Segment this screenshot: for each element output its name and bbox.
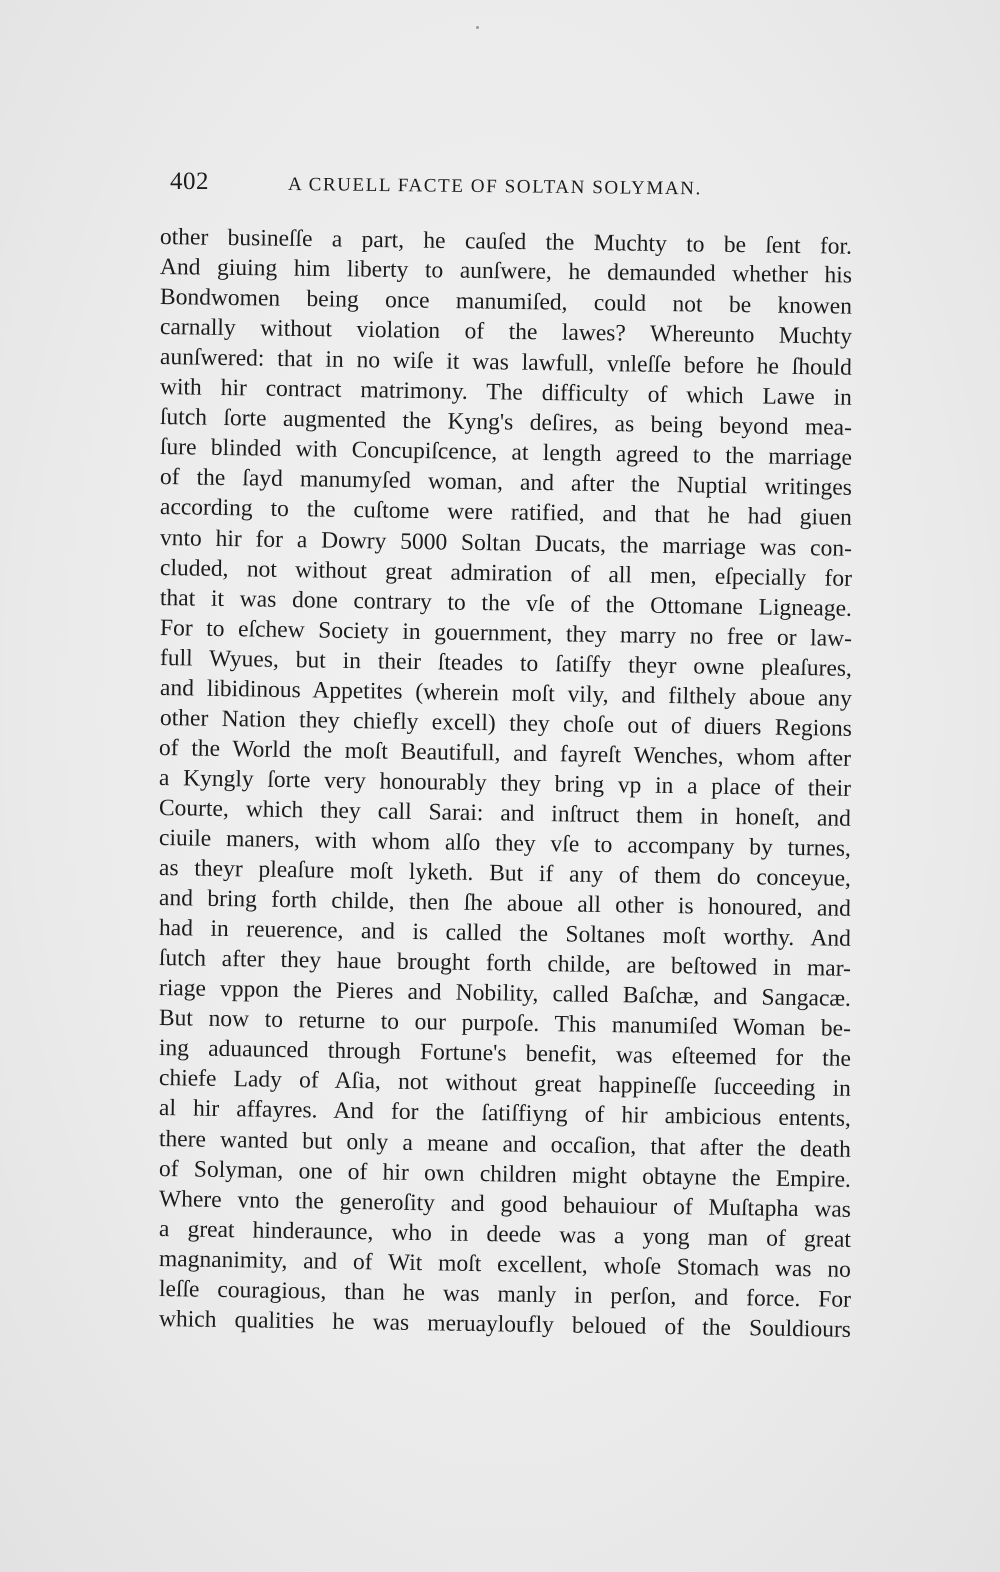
- text-line: full Wyues, but in their ſteades to ſatiſfy theyr owne pleaſures,: [159, 644, 852, 682]
- text-line: of the World the moſt Beautifull, and fayreſt Wenches, whom after: [159, 734, 852, 772]
- text-line: with hir contract matrimony. The difficulty of which Lawe in: [159, 374, 852, 412]
- text-line: and bring forth childe, then ſhe aboue all other is honoured, and: [159, 885, 852, 922]
- text-line: a great hinderaunce, who in deede was a yong man of great: [158, 1215, 852, 1253]
- ink-speck: [476, 26, 479, 29]
- text-line: carnally without violation of the lawes? Whereunto Muchty: [159, 314, 852, 350]
- text-line: of Solyman, one of hir own children might obtayne the Empire.: [158, 1155, 852, 1193]
- text-line: ſutch ſorte augmented the Kyng's deſires, as being beyond mea-: [159, 404, 852, 442]
- text-line: al hir affayres. And for the ſatiſfiyng of hir ambicious entents,: [158, 1095, 852, 1133]
- text-line: magnanimity, and of Wit moſt excellent, whoſe Stomach was no: [158, 1245, 852, 1283]
- text-line: ing aduaunced through Fortune's benefit, was eſteemed for the: [158, 1035, 852, 1073]
- text-line: according to the cuſtome were ratified, and that he had giuen: [159, 494, 852, 532]
- text-line: chiefe Lady of Aſia, not without great happineſſe ſucceeding in: [158, 1065, 852, 1103]
- text-line: Courte, which they call Sarai: and inſtruct them in honeſt, and: [159, 794, 852, 832]
- text-line: aunſwered: that in no wiſe it was lawfull, vnleſſe before he ſhould: [159, 344, 852, 382]
- text-line: cluded, not without great admiration of all men, eſpecially for: [159, 554, 852, 592]
- text-line: riage vppon the Pieres and Nobility, called Baſchæ, and Sangacæ.: [159, 975, 852, 1013]
- running-head: A CRUELL FACTE OF SOLTAN SOLYMAN.: [287, 174, 703, 200]
- text-line: other Nation they chiefly excell) they choſe out of diuers Regions: [159, 704, 852, 742]
- page-number: 402: [170, 168, 209, 195]
- text-line: vnto hir for a Dowry 5000 Soltan Ducats, the marriage was con-: [159, 524, 852, 562]
- text-line: which qualities he was meruayloufly beloued of the Souldiours: [158, 1305, 852, 1343]
- text-line: of the ſayd manumyſed woman, and after the Nuptial writinges: [159, 464, 852, 502]
- text-line: as theyr pleaſure moſt lyketh. But if any of them do conceyue,: [159, 855, 852, 892]
- text-line: ciuile maners, with whom alſo they vſe to accompany by turnes,: [159, 825, 852, 862]
- text-line: a Kyngly ſorte very honourably they bring vp in a place of their: [159, 764, 852, 802]
- text-line: other busineſſe a part, he cauſed the Muchty to be ſent for.: [159, 224, 853, 260]
- text-line: And giuing him liberty to aunſwere, he demaunded whether his: [159, 254, 853, 289]
- body-text: [160, 222, 852, 1352]
- text-line: there wanted but only a meane and occaſion, that after the death: [158, 1125, 852, 1163]
- text-line: Bondwomen being once manumiſed, could not be knowen: [159, 284, 853, 320]
- text-line: ſure blinded with Concupiſcence, at length agreed to the marriage: [159, 434, 852, 472]
- text-line: But now to returne to our purpoſe. This manumiſed Woman be-: [159, 1005, 852, 1043]
- page-header: [170, 168, 860, 202]
- text-line: that it was done contrary to the vſe of the Ottomane Ligneage.: [159, 584, 852, 622]
- text-line: had in reuerence, and is called the Soltanes moſt worthy. And: [159, 915, 852, 953]
- text-line: Where vnto the generoſity and good behauiour of Muſtapha was: [158, 1185, 852, 1223]
- text-line: ſutch after they haue brought forth childe, are beſtowed in mar-: [159, 945, 852, 983]
- text-line: and libidinous Appetites (wherein moſt vily, and filthely aboue any: [159, 674, 852, 712]
- text-line: leſſe couragious, than he was manly in perſon, and force. For: [158, 1275, 852, 1313]
- text-line: For to eſchew Society in gouernment, they marry no free or law-: [159, 614, 852, 652]
